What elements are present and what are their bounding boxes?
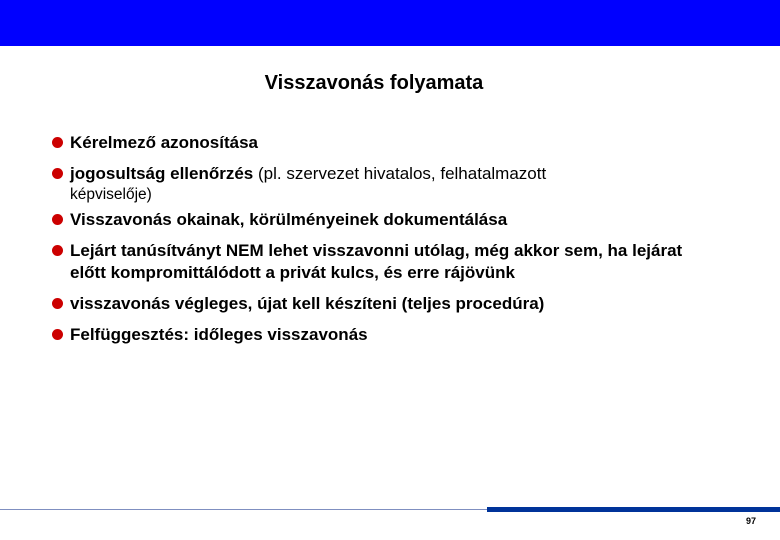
- header-band: [0, 0, 780, 46]
- bullet-text: Visszavonás okainak, körülményeinek dokumentálása: [70, 210, 508, 229]
- bullet-dot-icon: [52, 329, 63, 340]
- bullet-dot-icon: [52, 168, 63, 179]
- bullet-item: [52, 163, 712, 205]
- bullet-item: [52, 324, 712, 346]
- footer-rule: [0, 507, 780, 513]
- bullet-dot-icon: [52, 137, 63, 148]
- bullet-item: [52, 293, 712, 315]
- bullet-text: Kérelmező azonosítása: [70, 133, 259, 152]
- bullet-text: Felfüggesztés: időleges visszavonás: [70, 325, 368, 344]
- bullet-text: Lejárt tanúsítványt NEM lehet visszavonni utólag, még akkor sem, ha lejárat előtt kompromittálódott a privát kulcs, és erre rájövünk: [70, 241, 683, 282]
- bullet-text: visszavonás végleges, újat kell készíteni (teljes procedúra): [70, 294, 545, 313]
- bullet-dot-icon: [52, 245, 63, 256]
- bullet-list: [52, 132, 712, 355]
- footer-thick-line: [487, 507, 780, 512]
- slide-title: Visszavonás folyamata: [264, 72, 484, 94]
- bullet-item: [52, 209, 712, 231]
- page-number: 97: [745, 516, 756, 526]
- bullet-dot-icon: [52, 298, 63, 309]
- bullet-note: (pl. szervezet hivatalos, felhatalmazott: [258, 164, 547, 183]
- bullet-dot-icon: [52, 214, 63, 225]
- bullet-note-continuation: képviselője): [70, 186, 152, 203]
- bullet-item: [52, 240, 712, 284]
- bullet-text: jogosultság ellenőrzés: [70, 164, 258, 183]
- bullet-item: [52, 132, 712, 154]
